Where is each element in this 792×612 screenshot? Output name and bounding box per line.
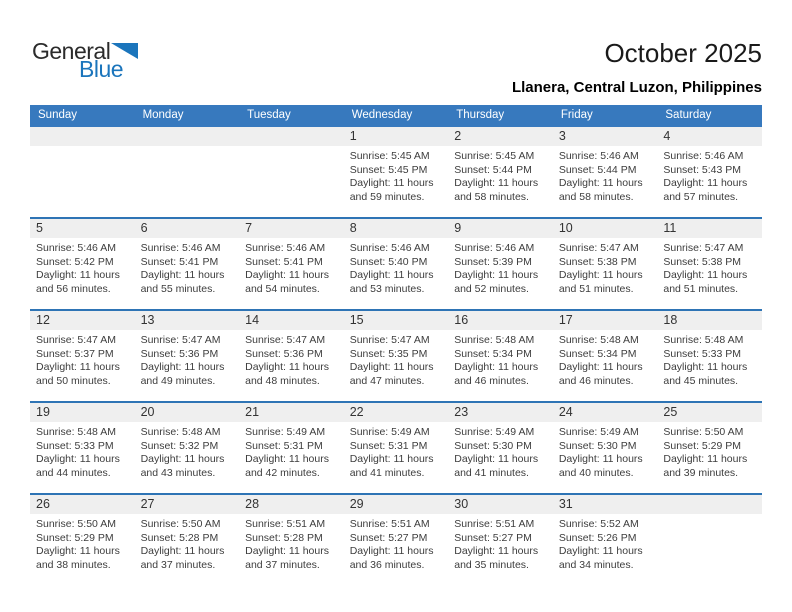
daylight-line-1: Daylight: 11 hours [140, 545, 225, 557]
daylight-line-2: and 59 minutes. [349, 190, 425, 203]
day-cell [239, 311, 344, 401]
calendar-week-row [30, 217, 762, 309]
daylight-line-1: Daylight: 11 hours [349, 361, 434, 373]
daylight-line-1: Daylight: 11 hours [245, 453, 329, 465]
daylight-line-1: Daylight: 11 hours [663, 453, 748, 465]
daylight-line-2: and 55 minutes. [140, 282, 216, 295]
sunrise-line: Sunrise: 5:52 AM [558, 518, 639, 530]
sunset-line: Sunset: 5:29 PM [663, 439, 742, 452]
sunset-line: Sunset: 5:36 PM [140, 347, 219, 360]
day-sun-info [553, 422, 658, 480]
day-sun-info [239, 238, 344, 296]
sunset-line: Sunset: 5:38 PM [558, 255, 637, 268]
day-cell [657, 127, 762, 217]
weekday-header-saturday: Saturday [665, 109, 712, 121]
sunrise-line: Sunrise: 5:50 AM [140, 518, 221, 530]
daylight-line-2: and 40 minutes. [558, 466, 634, 479]
day-sun-info [30, 514, 135, 572]
day-sun-info [135, 514, 240, 572]
weekday-header-wednesday: Wednesday [351, 109, 413, 121]
location-subtitle: Llanera, Central Luzon, Philippines [511, 79, 762, 96]
sunrise-line: Sunrise: 5:45 AM [349, 150, 430, 162]
calendar-weeks [30, 127, 762, 585]
day-sun-info [30, 330, 135, 388]
weekday-header-thursday: Thursday [456, 109, 505, 121]
sunrise-line: Sunrise: 5:49 AM [349, 426, 430, 438]
daylight-line-2: and 49 minutes. [140, 374, 216, 387]
sunset-line: Sunset: 5:45 PM [349, 163, 428, 176]
sunset-line: Sunset: 5:34 PM [558, 347, 637, 360]
day-sun-info [30, 422, 135, 480]
day-cell [344, 495, 449, 585]
sunrise-line: Sunrise: 5:47 AM [245, 334, 326, 346]
day-sun-info [657, 146, 762, 204]
daylight-line-1: Daylight: 11 hours [558, 545, 643, 557]
day-number: 18 [657, 311, 762, 330]
sunrise-line: Sunrise: 5:47 AM [349, 334, 430, 346]
general-blue-logo [32, 40, 138, 80]
day-number [657, 495, 762, 514]
day-cell [135, 495, 240, 585]
day-sun-info [657, 330, 762, 388]
day-sun-info [448, 238, 553, 296]
day-cell [553, 403, 658, 493]
sunset-line: Sunset: 5:31 PM [349, 439, 428, 452]
day-sun-info [30, 238, 135, 296]
daylight-line-1: Daylight: 11 hours [36, 545, 120, 557]
day-number: 28 [239, 495, 344, 514]
daylight-line-2: and 43 minutes. [140, 466, 216, 479]
day-sun-info [553, 330, 658, 388]
sunrise-line: Sunrise: 5:50 AM [663, 426, 744, 438]
sunset-line: Sunset: 5:34 PM [454, 347, 532, 360]
day-number [135, 127, 240, 146]
sunrise-line: Sunrise: 5:46 AM [140, 242, 221, 254]
sunrise-line: Sunrise: 5:46 AM [454, 242, 535, 254]
sunset-line: Sunset: 5:42 PM [36, 255, 114, 268]
day-cell [135, 403, 240, 493]
day-sun-info [657, 238, 762, 296]
sunrise-line: Sunrise: 5:48 AM [454, 334, 535, 346]
day-cell-empty [135, 127, 240, 217]
daylight-line-1: Daylight: 11 hours [349, 269, 434, 281]
sunset-line: Sunset: 5:30 PM [454, 439, 532, 452]
sunset-line: Sunset: 5:31 PM [245, 439, 323, 452]
daylight-line-1: Daylight: 11 hours [663, 177, 748, 189]
daylight-line-2: and 51 minutes. [663, 282, 739, 295]
weekday-header-sunday: Sunday [38, 109, 78, 121]
sunset-line: Sunset: 5:38 PM [663, 255, 742, 268]
calendar-table [30, 105, 762, 585]
day-number: 11 [657, 219, 762, 238]
weekday-header-monday: Monday [142, 109, 184, 121]
day-cell [553, 127, 658, 217]
calendar-week-row [30, 401, 762, 493]
calendar-week-row [30, 309, 762, 401]
sunset-line: Sunset: 5:39 PM [454, 255, 532, 268]
day-cell [135, 311, 240, 401]
day-sun-info [239, 422, 344, 480]
sunrise-line: Sunrise: 5:46 AM [36, 242, 116, 254]
daylight-line-1: Daylight: 11 hours [663, 361, 748, 373]
daylight-line-1: Daylight: 11 hours [36, 453, 120, 465]
day-cell [448, 403, 553, 493]
daylight-line-2: and 41 minutes. [349, 466, 425, 479]
day-number: 3 [553, 127, 658, 146]
day-cell-empty [657, 495, 762, 585]
day-cell [448, 219, 553, 309]
sunset-line: Sunset: 5:32 PM [140, 439, 219, 452]
weekday-header-row [30, 105, 762, 127]
day-number: 1 [344, 127, 449, 146]
sunset-line: Sunset: 5:40 PM [349, 255, 428, 268]
daylight-line-2: and 44 minutes. [36, 466, 111, 479]
daylight-line-1: Daylight: 11 hours [558, 177, 643, 189]
day-number: 25 [657, 403, 762, 422]
day-sun-info [239, 330, 344, 388]
daylight-line-2: and 56 minutes. [36, 282, 111, 295]
day-sun-info [344, 238, 449, 296]
daylight-line-2: and 36 minutes. [349, 558, 425, 571]
daylight-line-1: Daylight: 11 hours [349, 545, 434, 557]
daylight-line-2: and 37 minutes. [245, 558, 320, 571]
daylight-line-2: and 46 minutes. [558, 374, 634, 387]
month-title: October 2025 [604, 38, 762, 68]
calendar-week-row [30, 493, 762, 585]
daylight-line-1: Daylight: 11 hours [558, 269, 643, 281]
day-sun-info [448, 422, 553, 480]
day-sun-info [239, 514, 344, 572]
daylight-line-1: Daylight: 11 hours [140, 361, 225, 373]
day-cell [553, 495, 658, 585]
sunset-line: Sunset: 5:28 PM [140, 531, 219, 544]
day-cell [30, 219, 135, 309]
sunrise-line: Sunrise: 5:50 AM [36, 518, 116, 530]
sunset-line: Sunset: 5:27 PM [454, 531, 532, 544]
day-cell [239, 219, 344, 309]
day-number: 22 [344, 403, 449, 422]
day-cell [30, 403, 135, 493]
sunrise-line: Sunrise: 5:46 AM [349, 242, 430, 254]
daylight-line-1: Daylight: 11 hours [140, 453, 225, 465]
day-sun-info [553, 146, 658, 204]
day-number: 4 [657, 127, 762, 146]
sunrise-line: Sunrise: 5:46 AM [558, 150, 639, 162]
sunset-line: Sunset: 5:43 PM [663, 163, 742, 176]
sunset-line: Sunset: 5:41 PM [245, 255, 323, 268]
sunrise-line: Sunrise: 5:45 AM [454, 150, 535, 162]
sunrise-line: Sunrise: 5:51 AM [349, 518, 430, 530]
sunset-line: Sunset: 5:26 PM [558, 531, 637, 544]
sunset-line: Sunset: 5:44 PM [558, 163, 637, 176]
day-cell [30, 495, 135, 585]
sunrise-line: Sunrise: 5:48 AM [663, 334, 744, 346]
day-number: 13 [135, 311, 240, 330]
day-cell [135, 219, 240, 309]
day-number: 20 [135, 403, 240, 422]
day-sun-info [135, 330, 240, 388]
day-cell [657, 219, 762, 309]
sunset-line: Sunset: 5:27 PM [349, 531, 428, 544]
day-number: 21 [239, 403, 344, 422]
sunrise-line: Sunrise: 5:49 AM [558, 426, 639, 438]
calendar-week-row [30, 127, 762, 217]
day-cell [344, 311, 449, 401]
daylight-line-2: and 58 minutes. [558, 190, 634, 203]
daylight-line-1: Daylight: 11 hours [558, 453, 643, 465]
weekday-header-friday: Friday [560, 109, 593, 121]
daylight-line-2: and 51 minutes. [558, 282, 634, 295]
day-cell-empty [239, 127, 344, 217]
daylight-line-2: and 47 minutes. [349, 374, 425, 387]
day-sun-info [448, 330, 553, 388]
day-sun-info [657, 422, 762, 480]
sunset-line: Sunset: 5:29 PM [36, 531, 114, 544]
day-number: 7 [239, 219, 344, 238]
day-sun-info [344, 514, 449, 572]
day-sun-info [448, 146, 553, 204]
day-sun-info [344, 330, 449, 388]
logo-text-general: General [32, 38, 111, 64]
logo-text-blue: Blue [79, 56, 124, 82]
daylight-line-2: and 34 minutes. [558, 558, 634, 571]
daylight-line-2: and 38 minutes. [36, 558, 111, 571]
day-number: 9 [448, 219, 553, 238]
day-sun-info [448, 514, 553, 572]
sunrise-line: Sunrise: 5:51 AM [454, 518, 535, 530]
sunset-line: Sunset: 5:33 PM [36, 439, 114, 452]
daylight-line-1: Daylight: 11 hours [454, 177, 539, 189]
daylight-line-1: Daylight: 11 hours [454, 361, 539, 373]
day-sun-info [344, 146, 449, 204]
day-cell [30, 311, 135, 401]
day-number [239, 127, 344, 146]
day-number: 26 [30, 495, 135, 514]
daylight-line-1: Daylight: 11 hours [454, 269, 539, 281]
day-cell [239, 403, 344, 493]
daylight-line-2: and 37 minutes. [140, 558, 216, 571]
sunrise-line: Sunrise: 5:48 AM [36, 426, 116, 438]
day-cell [448, 311, 553, 401]
daylight-line-2: and 50 minutes. [36, 374, 111, 387]
sunrise-line: Sunrise: 5:49 AM [245, 426, 326, 438]
day-sun-info [553, 238, 658, 296]
daylight-line-2: and 48 minutes. [245, 374, 320, 387]
daylight-line-1: Daylight: 11 hours [245, 269, 329, 281]
day-number: 19 [30, 403, 135, 422]
day-number: 27 [135, 495, 240, 514]
daylight-line-2: and 45 minutes. [663, 374, 739, 387]
day-number: 5 [30, 219, 135, 238]
sunrise-line: Sunrise: 5:46 AM [245, 242, 326, 254]
day-number: 29 [344, 495, 449, 514]
daylight-line-1: Daylight: 11 hours [140, 269, 225, 281]
day-sun-info [553, 514, 658, 572]
weekday-header-tuesday: Tuesday [247, 109, 291, 121]
day-number: 23 [448, 403, 553, 422]
day-cell [344, 219, 449, 309]
daylight-line-2: and 42 minutes. [245, 466, 320, 479]
sunset-line: Sunset: 5:44 PM [454, 163, 532, 176]
daylight-line-1: Daylight: 11 hours [36, 269, 120, 281]
sunset-line: Sunset: 5:41 PM [140, 255, 219, 268]
day-number: 12 [30, 311, 135, 330]
day-number: 15 [344, 311, 449, 330]
daylight-line-2: and 46 minutes. [454, 374, 529, 387]
day-cell [657, 311, 762, 401]
day-cell [239, 495, 344, 585]
daylight-line-1: Daylight: 11 hours [349, 453, 434, 465]
day-number: 24 [553, 403, 658, 422]
sunset-line: Sunset: 5:37 PM [36, 347, 114, 360]
daylight-line-2: and 57 minutes. [663, 190, 739, 203]
day-number: 16 [448, 311, 553, 330]
daylight-line-1: Daylight: 11 hours [349, 177, 434, 189]
day-number: 2 [448, 127, 553, 146]
daylight-line-2: and 39 minutes. [663, 466, 739, 479]
day-cell [448, 495, 553, 585]
sunrise-line: Sunrise: 5:46 AM [663, 150, 744, 162]
sunrise-line: Sunrise: 5:47 AM [663, 242, 744, 254]
day-sun-info [344, 422, 449, 480]
day-cell [553, 219, 658, 309]
day-sun-info [135, 238, 240, 296]
daylight-line-1: Daylight: 11 hours [245, 361, 329, 373]
daylight-line-2: and 41 minutes. [454, 466, 529, 479]
day-number [30, 127, 135, 146]
daylight-line-2: and 35 minutes. [454, 558, 529, 571]
day-number: 30 [448, 495, 553, 514]
daylight-line-1: Daylight: 11 hours [454, 453, 539, 465]
day-number: 17 [553, 311, 658, 330]
daylight-line-1: Daylight: 11 hours [245, 545, 329, 557]
sunset-line: Sunset: 5:35 PM [349, 347, 428, 360]
sunrise-line: Sunrise: 5:51 AM [245, 518, 326, 530]
day-number: 10 [553, 219, 658, 238]
day-number: 8 [344, 219, 449, 238]
daylight-line-1: Daylight: 11 hours [36, 361, 120, 373]
day-sun-info [135, 422, 240, 480]
day-cell [448, 127, 553, 217]
sunrise-line: Sunrise: 5:47 AM [558, 242, 639, 254]
sunrise-line: Sunrise: 5:49 AM [454, 426, 535, 438]
sunrise-line: Sunrise: 5:47 AM [36, 334, 116, 346]
daylight-line-2: and 54 minutes. [245, 282, 320, 295]
day-number: 31 [553, 495, 658, 514]
sunset-line: Sunset: 5:30 PM [558, 439, 637, 452]
day-cell-empty [30, 127, 135, 217]
day-cell [657, 403, 762, 493]
day-number: 6 [135, 219, 240, 238]
sunrise-line: Sunrise: 5:48 AM [558, 334, 639, 346]
day-cell [344, 403, 449, 493]
daylight-line-2: and 53 minutes. [349, 282, 425, 295]
daylight-line-2: and 58 minutes. [454, 190, 529, 203]
daylight-line-1: Daylight: 11 hours [663, 269, 748, 281]
day-number: 14 [239, 311, 344, 330]
daylight-line-2: and 52 minutes. [454, 282, 529, 295]
daylight-line-1: Daylight: 11 hours [454, 545, 539, 557]
sunrise-line: Sunrise: 5:48 AM [140, 426, 221, 438]
day-cell [553, 311, 658, 401]
daylight-line-1: Daylight: 11 hours [558, 361, 643, 373]
sunrise-line: Sunrise: 5:47 AM [140, 334, 221, 346]
sunset-line: Sunset: 5:36 PM [245, 347, 323, 360]
day-cell [344, 127, 449, 217]
sunset-line: Sunset: 5:28 PM [245, 531, 323, 544]
sunset-line: Sunset: 5:33 PM [663, 347, 742, 360]
